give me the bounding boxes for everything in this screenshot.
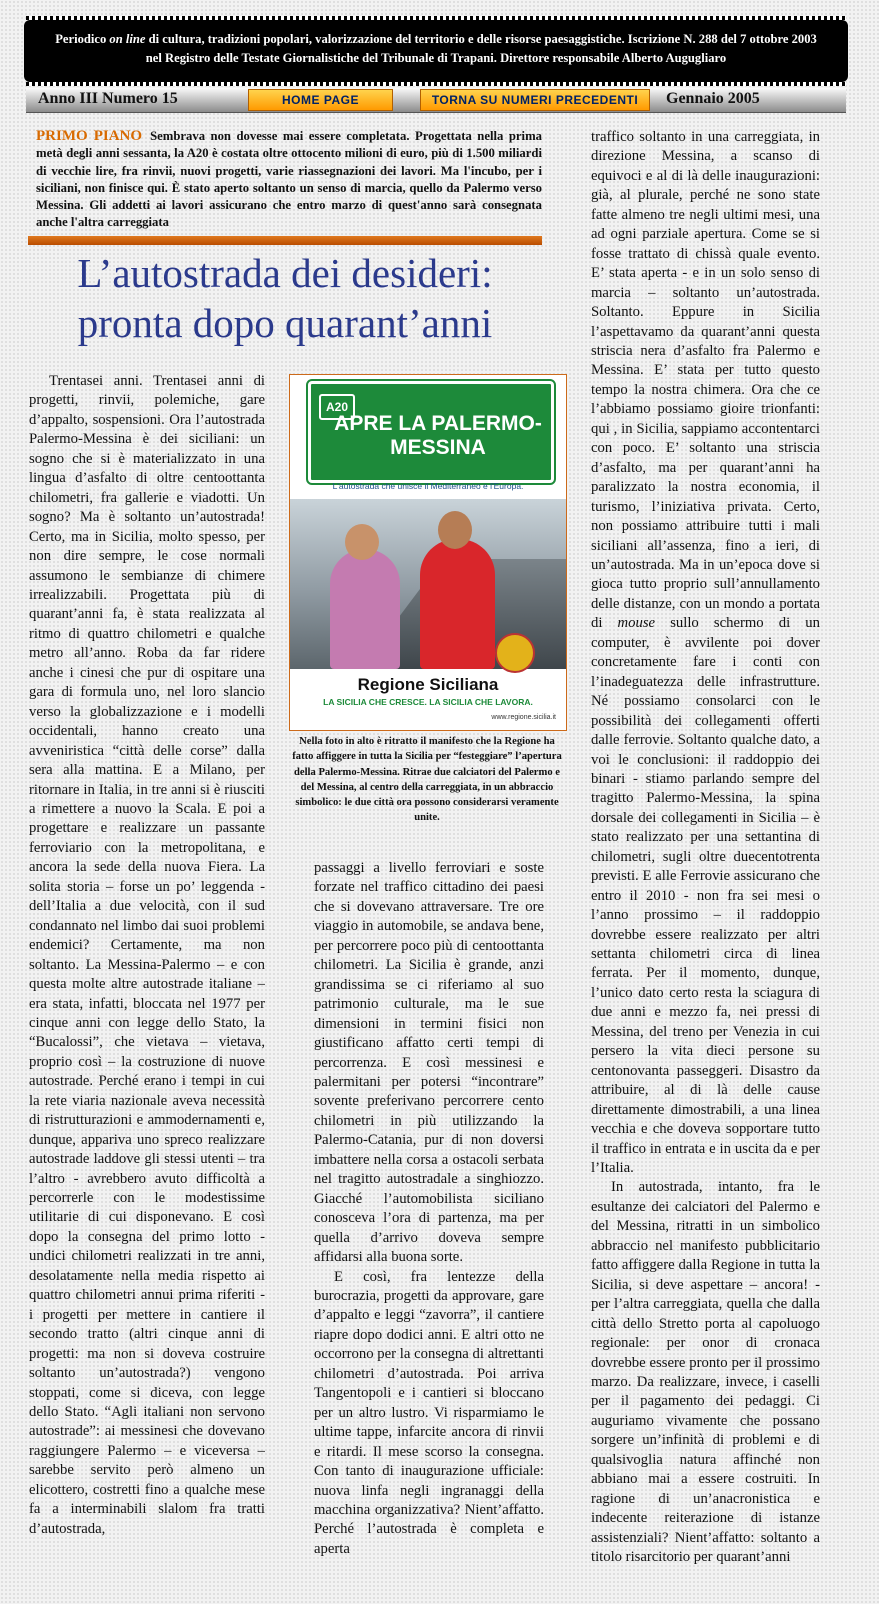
trinacria-logo-icon — [495, 633, 535, 673]
player-palermo — [330, 549, 400, 669]
a20-badge: A20 — [319, 394, 355, 420]
article-title: L’autostrada dei desideri: pronta dopo quarant’anni — [77, 250, 493, 346]
article-column-1 — [29, 372, 265, 1604]
lead-paragraph — [36, 128, 542, 232]
masthead-text — [46, 30, 826, 68]
paragraph: In autostrada, intanto, fra le esultanze dei calciatori del Palermo e del Messina, ritratti in un simbolico abbraccio nel manifesto pubblicitario fatto affiggere dalla Regione in tutta la Sicilia, si deve aspettare – ancora! - per l’altra carreggiata, quella che dalla città dello Stretto porta al capoluogo regionale: per onor di cronaca dovrebbe essere pronto per il prossimo marzo. Da realizzare, invece, i caselli per il pagamento dei pedaggi. Ci auguriamo vivamente che possano sorgere un’infinità di problemi e di qualsivoglia natura affinché non abbiano mai a essere costruiti. In ragione di un’anacronistica e indecente reiterazione di istanze assistenziali? Nient’affatto: soltanto a titolo risarcitorio per quarant’anni — [591, 1179, 820, 1566]
masthead-text-emphasis: on line — [109, 32, 146, 46]
paragraph: E così, fra lentezze della burocrazia, progetti da approvare, gare d’appalto e leggi “zavorra”, il cantiere riapre dopo dodici anni. E altri otto ne occorrono per la consegna di altrettanti chilometri d’autostrada. Poi arriva Tangentopoli e i cantieri si bloccano per un altro lustro. Vi risparmiamo le ultime tappe, infarcite ancora di rinvii e ritardi. Il mese scorso la consegna. Con tanto di inaugurazione ufficiale: nuova linfa negli ingranaggi della macchina organizzativa? Nient’affatto. Perché l’autostrada è completa e aperta — [314, 1268, 544, 1557]
masthead-text-part: di cultura, tradizioni popolari, valorizzazione del territorio e delle risorse paesaggistiche. Iscrizione N. 288 del 7 ottobre 2003 nel Registro delle Testate Giornalistiche del Tribunale di Trapani. Direttore responsabile Alberto Augugliaro — [145, 32, 817, 65]
poster-url: www.regione.sicilia.it — [491, 714, 556, 721]
masthead-text-part: Periodico — [55, 32, 110, 46]
lead-text: Sembrava non dovesse mai essere completata. Progettata nella prima metà degli anni sessanta, la A20 è costata oltre ottocento milioni di euro, più di 1.500 miliardi di vecchie lire, fra rinvii, nuovi progetti, varie riassegnazioni dei lavori. Ma l'incubo, per i siciliani, non finisce qui. È stato aperto soltanto un senso di marcia, quello da Palermo verso Messina. Gli addetti ai lavori assicurano che entro marzo di quest'anno sarà consegnata anche l'altra carreggiata — [36, 129, 542, 230]
nav-bar — [26, 88, 846, 113]
player-messina — [420, 539, 495, 669]
paragraph-text: sullo schermo di un computer, è avvilente poi dover concretamente fare i conti con l’inadeguatezza delle infrastrutture. Né possiamo consolarci con le possibilità dei collegamenti offerti dalle ferrovie. Soltanto qualche dato, a voi le conclusioni: il raddoppio dei binari - stiamo parlando sempre del tragitto Palermo-Messina, la spina dorsale dei collegamenti in Sicilia – è stato realizzato per una settantina di chilometri, sugli oltre duecentotrenta previsti. E alle Ferrovie assicurano che entro il 2010 - non fra sei mesi o l’anno prossimo – il raddoppio dovrebbe essere realizzato per altri settanta chilometri circa di linea ferrata. Per il momento, dunque, l’unico dato certo resta la sciagura di due anni e mezzo fa, nei pressi di Messina, del treno per Venezia in cui persero la vita dieci persone su centonovanta passeggeri. Disastro da attribuire, al di là delle cause direttamente dimostrabili, a una linea vecchia e che doveva sopportare tutto il traffico in entrata e in uscita da e per l’Italia. — [591, 615, 820, 1177]
poster-subline: L'autostrada che unisce il Mediterraneo e l'Europa. — [332, 481, 524, 491]
orange-divider — [28, 236, 542, 245]
player-palermo-head — [345, 524, 379, 560]
paragraph-text: traffico soltanto in una carreggiata, in direzione Messina, a scanso di equivoci e al di là delle inaugurazioni: già, al plurale, perché ne sono state fatte almeno tre negli ultimi mesi, una ad ogni parziale apertura. Come se si fosse trattato di chissà quale evento. E’ stata aperta - e in un solo senso di marcia – soltanto un’autostrada. Soltanto. Eppure in Sicilia l’aspettavamo da quarant’anni questa striscia nera d’asfalto fra Palermo e Messina. E’ stata per tutto questo tempo la nostra chimera. Ora che ce l’abbiamo possiamo gioire trionfanti: qui , in Sicilia, sappiamo accontentarci con poco. E’ soltanto una striscia d’asfalto, ma per quarant’anni ha paralizzato la nostra economia, il turismo, l’iniziativa privata. Certo, non possiamo attribuire tutti i mali siciliani all’assenza, fino a ieri, di un’autostrada. Ma in un’epoca dove si gioca tutto proprio sull’annullamento delle distanze, con un mondo a portata di — [591, 129, 820, 632]
issue-number: Anno III Numero 15 — [38, 90, 178, 107]
paragraph: Trentasei anni. Trentasei anni di progetti, rinvii, polemiche, gare d’appalto, sospensioni. Ora l’autostrada Palermo-Messina è dei siciliani: un sogno che si è materializzato in una lingua d’asfalto di oltre centoottanta chilometri, fra gallerie e viadotti. Un sogno? Ma è soltanto un’autostrada! Certo, ma in Sicilia, molto spesso, per non dire sempre, le cose normali assumono le sembianze di chimere irrealizzabili. Progettata più di quarant’anni fa, è stata realizzata al ritmo di quattro chilometri e qualche metro all’anno. Roba da far ridere anche i cinesi che pur di ospitare una gara di formula uno, nel loro slancio verso la globalizzazione e i modelli occidentali, hanno creato una avveniristica “città delle corse” dalla sera alla mattina. E a Milano, per ritornare in Italia, in tre anni si è riusciti a rimettere a nuovo la Scala. E poi a progettare e realizzare un passante ferroviario con la metropolitana, e ancora la sede della nuova Fiera. La solita storia – forse un po’ leggenda - dell’Italia a due velocità, con il sud condannato nel limbo dai suoi problemi endemici? Certamente, ma non soltanto. La Messina-Palermo – e con questa molte altre autostrade italiane – era stata, infatti, bloccata nel 1977 per cinque anni con legge dello Stato, la “Bucalossi”, che vietava – vietava, proprio così – la costruzione di nuove autostrade. Perché erano i tempi in cui la rete viaria nazionale aveva necessità di ristrutturazioni e ammodernamenti e, dunque, appariva uno spreco realizzare autostrade laddove gli stessi utenti – tra l’altro - avrebbero avuto difficoltà a percorrerle con le modestissime utilitarie di cui disponevano. E così dopo la consegna del primo lotto - undici chilometri realizzati in tre anni, desolatamente nella media rispetto ai quattro chilometri annui prima riferiti - i progetti per mettere in cantiere il secondo tratto (altri cinque anni di progetti: ma non si doveva costruire soltanto un’autostrada?) vengono stoppati, come si diceva, con legge dello Stato. “Agli italiani non servono autostrade”: ai messinesi che dovevano raggiungere Palermo – e viceversa – sarebbe servito però almeno un elicottero, costretti fino a qualche mese fa a interminabili slalom fra tratti d’autostrada, — [29, 373, 265, 1537]
poster-brand: Regione Siciliana — [357, 675, 499, 694]
paragraph-emphasis: mouse — [617, 615, 656, 632]
paragraph — [591, 128, 820, 1178]
article-column-3 — [591, 128, 820, 1603]
section-kicker: PRIMO PIANO — [36, 128, 143, 144]
banner-film-strip-bottom — [26, 82, 846, 86]
issue-date: Gennaio 2005 — [666, 90, 760, 107]
article-column-2 — [314, 859, 544, 1603]
poster-image — [289, 374, 567, 731]
player-messina-head — [438, 511, 472, 549]
poster-headline: APRE LA PALERMO-MESSINA — [334, 412, 542, 459]
paragraph: passaggi a livello ferroviari e soste forzate nel traffico cittadino dei paesi che si dovevano attraversare. Tre ore viaggio in automobile, se andava bene, per percorrere poco più di centoottanta chilometri. La Sicilia è grande, anzi grandissima se ci riferiamo al suo patrimonio culturale, ma le sue dimensioni in termini fisici non giustificano affatto certi tempi di percorrenza. E così messinesi e palermitani per potersi “incontrare” sovente preferivano percorrere cento chilometri in più utilizzando la Palermo-Catania, pur di non doversi imbattere nella corsa a ostacoli serbata nel tragitto autostradale a singhiozzo. Giacché l’automobilista siciliano conosceva l’ora di partenza, ma per quella d’arrivo doveva sempre affidarsi alla buona sorte. — [314, 860, 544, 1266]
banner-film-strip-top — [26, 16, 846, 20]
poster-caption: Nella foto in alto è ritratto il manifesto che la Regione ha fatto affiggere in tutta la Sicilia per “festeggiare” l’apertura della Palermo-Messina. Ritrae due calciatori del Palermo e del Messina, al centro della carreggiata, in un abbraccio simbolico: le due città ora possono considerarsi veramente unite. — [292, 736, 562, 824]
home-page-button[interactable]: HOME PAGE — [248, 89, 393, 111]
motorway-sign — [308, 381, 554, 483]
poster-tagline: LA SICILIA CHE CRESCE. LA SICILIA CHE LAVORA. — [323, 697, 533, 707]
previous-issues-button[interactable]: TORNA SU NUMERI PRECEDENTI — [420, 89, 650, 111]
masthead-banner — [26, 22, 846, 80]
